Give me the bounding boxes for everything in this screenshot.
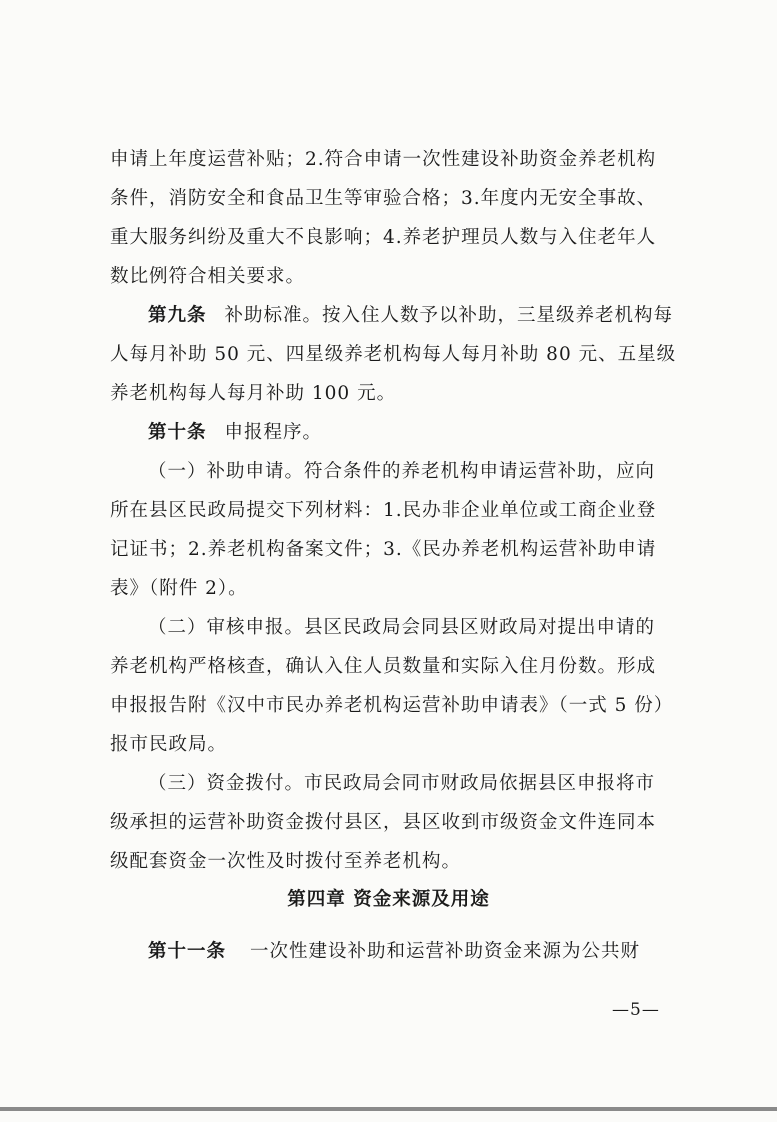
paragraph-line: 重大服务纠纷及重大不良影响；4.养老护理员人数与入住老年人 xyxy=(110,227,657,248)
article-9-heading: 第九条 xyxy=(148,305,207,326)
article-11-line xyxy=(110,932,670,971)
article-11-heading: 第十一条 xyxy=(148,941,227,962)
paragraph-line: 人每月补助 50 元、四星级养老机构每人每月补助 80 元、五星级 xyxy=(110,344,677,365)
paragraph-line: 申报报告附《汉中市民办养老机构运营补助申请表》（一式 5 份） xyxy=(110,695,674,716)
paragraph-line: 数比例符合相关要求。 xyxy=(110,266,306,287)
article-11-text: 一次性建设补助和运营补助资金来源为公共财 xyxy=(250,941,641,962)
item-2-line: （二）审核申报。县区民政局会同县区财政局对提出申请的 xyxy=(148,617,656,638)
article-10-text: 申报程序。 xyxy=(224,422,323,443)
paragraph-line: 条件，消防安全和食品卫生等审验合格；3.年度内无安全事故、 xyxy=(110,188,657,209)
chapter-heading: 第四章 资金来源及用途 xyxy=(287,889,490,910)
paragraph-line: 表》（附件 2）。 xyxy=(110,578,248,599)
page-bottom-edge xyxy=(0,1107,777,1111)
paragraph-line: 级承担的运营补助资金拨付县区，县区收到市级资金文件连同本 xyxy=(110,812,657,833)
paragraph-line: 养老机构严格核查，确认入住人员数量和实际入住月份数。形成 xyxy=(110,656,657,677)
paragraph-line: 记证书；2.养老机构备案文件；3.《民办养老机构运营补助申请 xyxy=(110,539,657,560)
article-9-text: 补助标准。按入住人数予以补助，三星级养老机构每 xyxy=(224,305,674,326)
paragraph-line: 级配套资金一次性及时拨付至养老机构。 xyxy=(110,851,462,872)
paragraph-line: 申请上年度运营补贴；2.符合申请一次性建设补助资金养老机构 xyxy=(110,149,657,170)
paragraph-line: 报市民政局。 xyxy=(110,734,228,755)
article-9-line xyxy=(110,296,674,335)
article-10-heading: 第十条 xyxy=(148,422,207,443)
paragraph-line: 养老机构每人每月补助 100 元。 xyxy=(110,383,397,404)
item-1-line: （一）补助申请。符合条件的养老机构申请运营补助，应向 xyxy=(148,461,656,482)
article-11-block xyxy=(110,932,670,971)
article-10-line xyxy=(110,413,670,452)
body-text xyxy=(110,140,677,881)
item-3-line: （三）资金拨付。市民政局会同市财政局依据县区申报将市 xyxy=(148,773,656,794)
paragraph-line: 所在县区民政局提交下列材料：1.民办非企业单位或工商企业登 xyxy=(110,500,657,521)
page-number: —5— xyxy=(612,1000,660,1020)
